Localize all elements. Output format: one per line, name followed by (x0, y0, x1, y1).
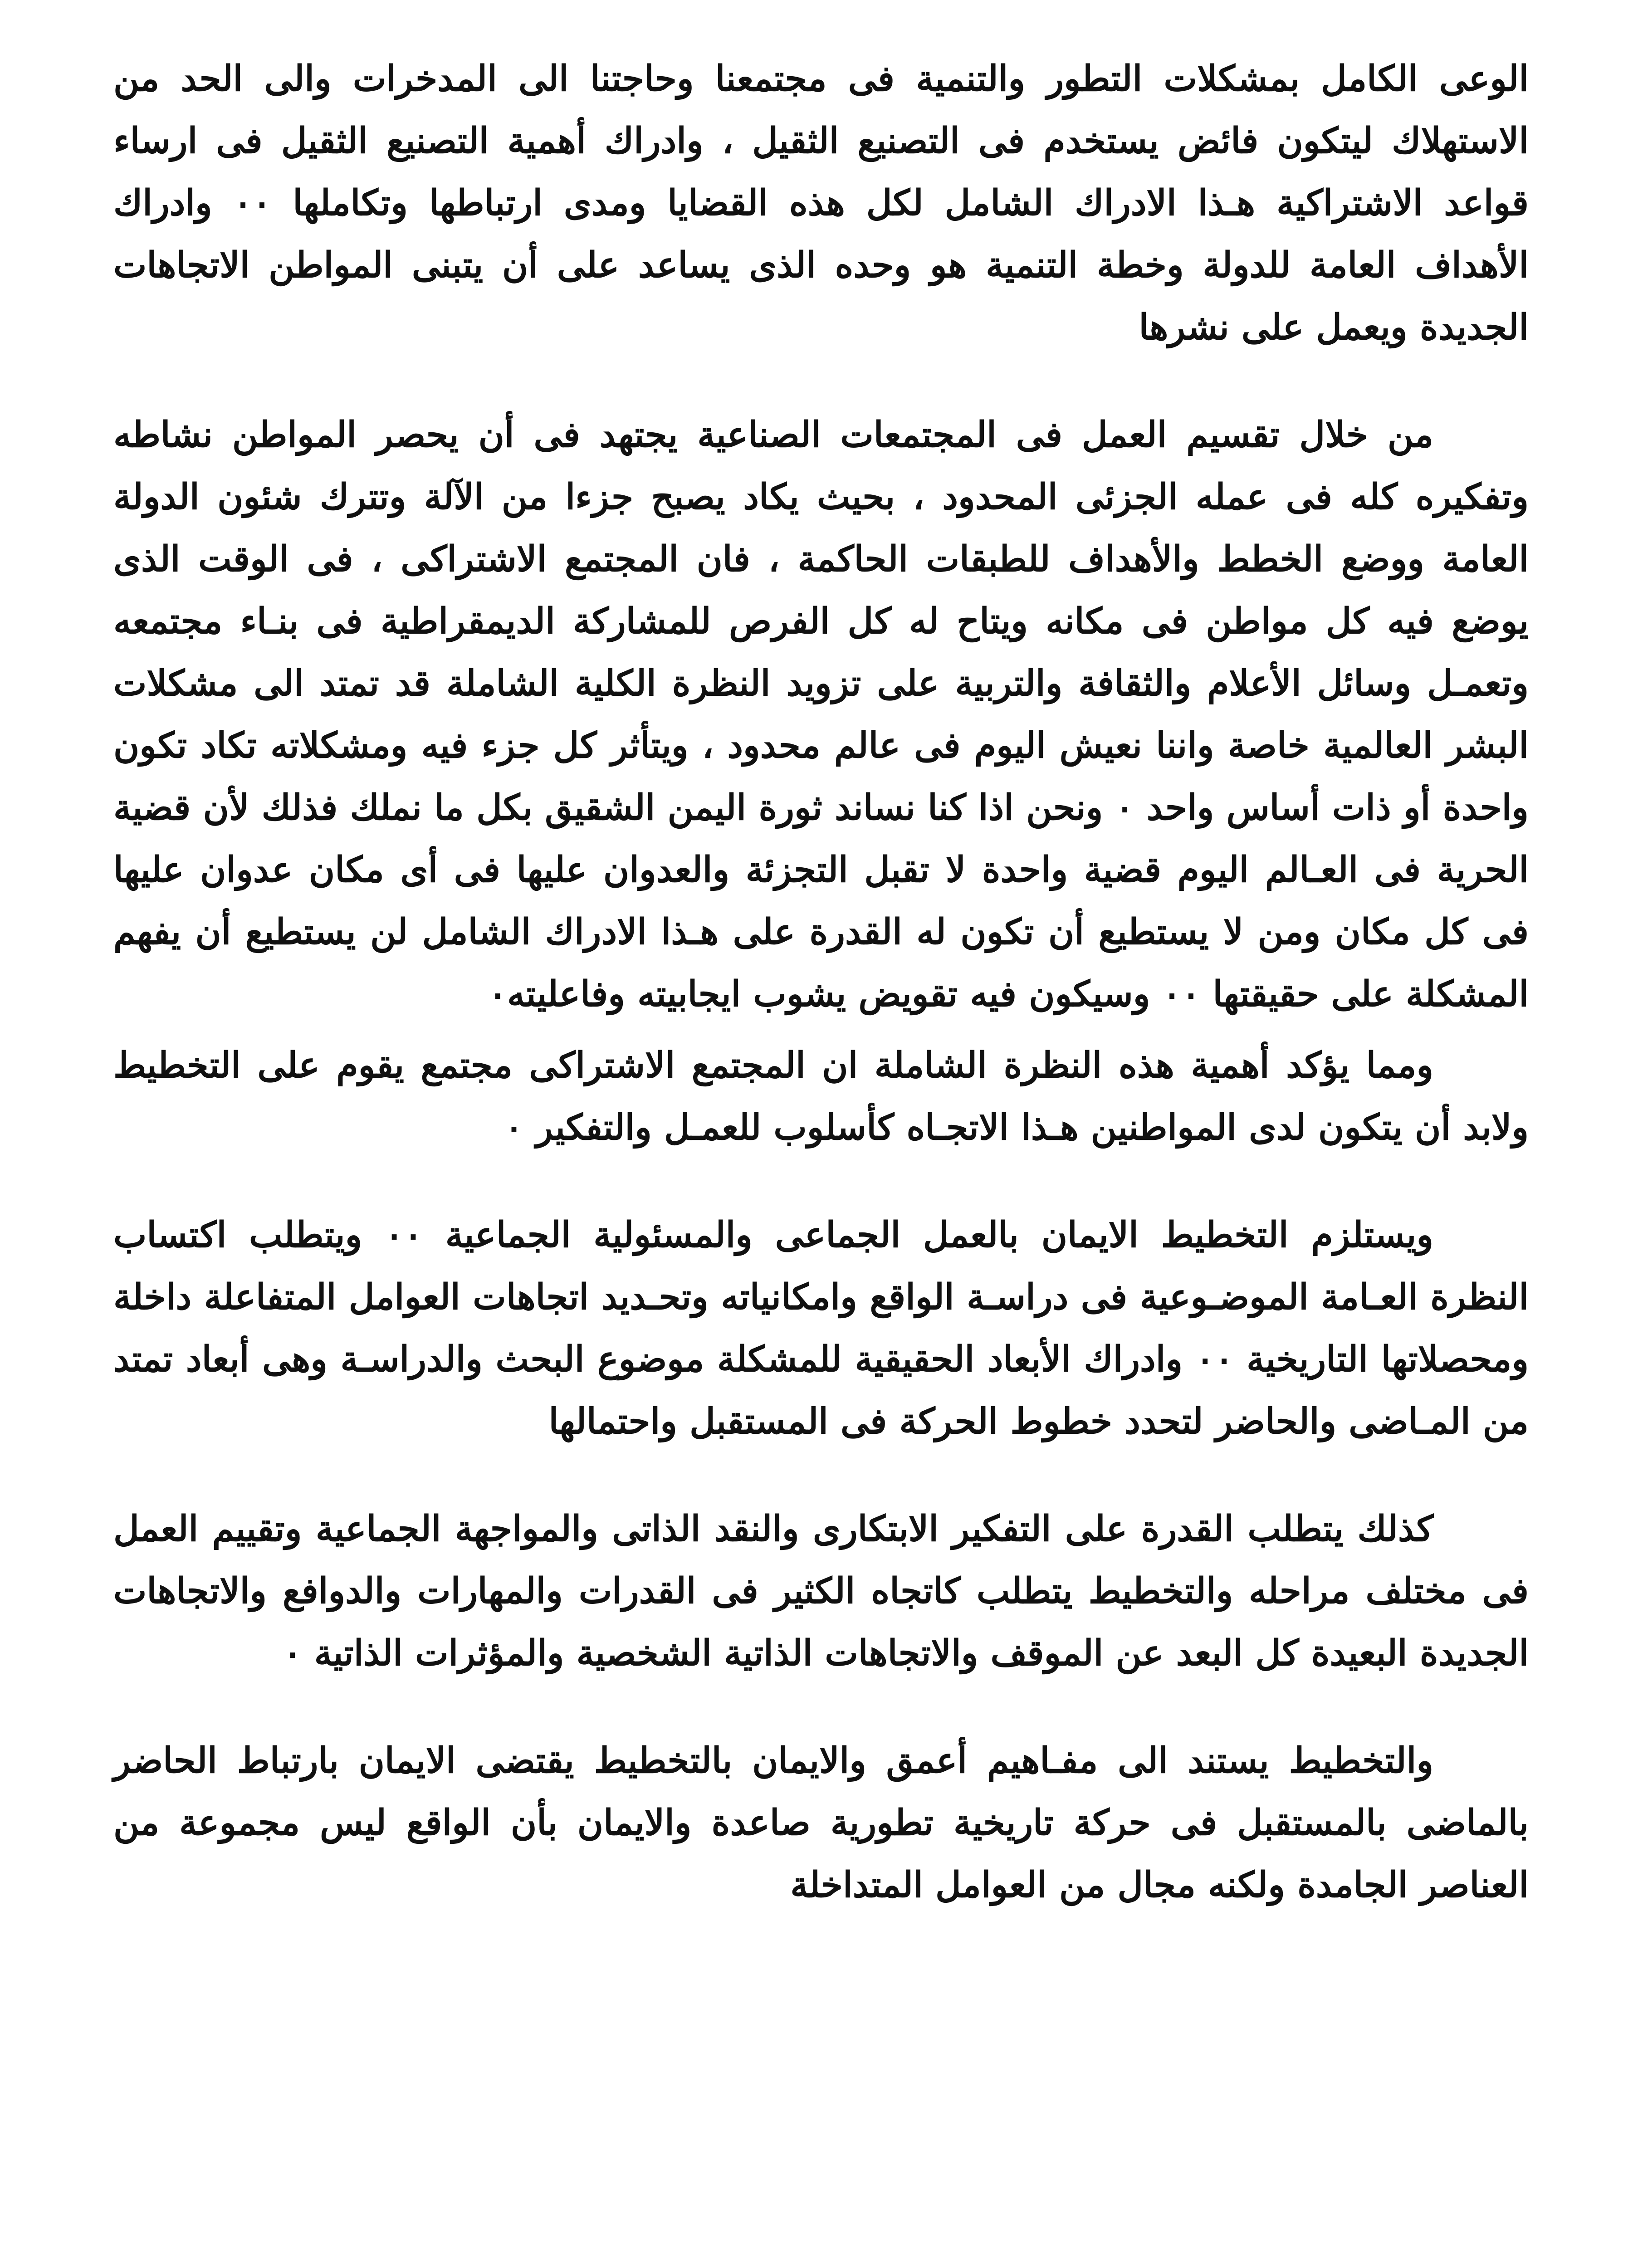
paragraph-planning-concepts: والتخطيط يستند الى مفـاهيم أعمق والايمان بالتخطيط يقتضى الايمان بارتباط الحاضر بالماضى بالمستقبل فى حركة تاريخية تطورية صاعدة والايمان بأن الواقع ليس مجموعة من العناصر الجامدة ولكنه مجال من العوامل المتداخلة (113, 1740, 1529, 1906)
page-body (113, 48, 1529, 1916)
paragraph-division-of-labor: من خلال تقسيم العمل فى المجتمعات الصناعية يجتهد فى أن يحصر المواطن نشاطه وتفكيره كله فى عمله الجزئى المحدود ، بحيث يكاد يصبح جزءا من الآلة وتترك شئون الدولة العامة ووضع الخطط والأهداف للطبقات الحاكمة ، فان المجتمع الاشتراكى ، فى الوقت الذى يوضع فيه كل مواطن فى مكانه ويتاح له كل الفرص للمشاركة الديمقراطية فى بنـاء مجتمعه وتعمـل وسائل الأعلام والثقافة والتربية على تزويد النظرة الكلية الشاملة قد تمتد الى مشكلات البشر العالمية خاصة واننا نعيش اليوم فى عالم محدود ، ويتأثر كل جزء فيه ومشكلاته تكاد تكون واحدة أو ذات أساس واحد ٠ ونحن اذا كنا نساند ثورة اليمن الشقيق بكل ما نملك فذلك لأن قضية الحرية فى العـالم اليوم قضية واحدة لا تقبل التجزئة والعدوان عليها فى أى مكان عدوان عليها فى كل مكان ومن لا يستطيع أن تكون له القدرة على هـذا الادراك الشامل لن يستطيع أن يفهم المشكلة على حقيقتها ٠٠ وسيكون فيه تقويض يشوب ايجابيته وفاعليته٠ (113, 414, 1529, 1015)
paragraph-innovative-thinking: كذلك يتطلب القدرة على التفكير الابتكارى والنقد الذاتى والمواجهة الجماعية وتقييم العمل فى مختلف مراحله والتخطيط يتطلب كاتجاه الكثير فى القدرات والمهارات والدوافع والاتجاهات الجديدة البعيدة كل البعد عن الموقف والاتجاهات الذاتية الشخصية والمؤثرات الذاتية ٠ (113, 1508, 1529, 1674)
paragraph-awareness: الوعى الكامل بمشكلات التطور والتنمية فى مجتمعنا وحاجتنا الى المدخرات والى الحد من الاستهلاك ليتكون فائض يستخدم فى التصنيع الثقيل ، وادراك أهمية التصنيع الثقيل فى ارساء قواعد الاشتراكية هـذا الادراك الشامل لكل هذه القضايا ومدى ارتباطها وتكاملها ٠٠ وادراك الأهداف العامة للدولة وخطة التنمية هو وحده الذى يساعد على أن يتبنى المواطن الاتجاهات الجديدة ويعمل على نشرها (113, 58, 1529, 348)
paragraph-collective-work: ويستلزم التخطيط الايمان بالعمل الجماعى والمسئولية الجماعية ٠٠ ويتطلب اكتساب النظرة العـامة الموضـوعية فى دراسـة الواقع وامكانياته وتحـديد اتجاهات العوامل المتفاعلة داخلة ومحصلاتها التاريخية ٠٠ وادراك الأبعاد الحقيقية للمشكلة موضوع البحث والدراسـة وهى أبعاد تمتد من المـاضى والحاضر لتحدد خطوط الحركة فى المستقبل واحتمالها (113, 1214, 1529, 1442)
paragraph-comprehensive-view: ومما يؤكد أهمية هذه النظرة الشاملة ان المجتمع الاشتراكى مجتمع يقوم على التخطيط ولابد أن يتكون لدى المواطنين هـذا الاتجـاه كأسلوب للعمـل والتفكير ٠ (113, 1045, 1529, 1148)
